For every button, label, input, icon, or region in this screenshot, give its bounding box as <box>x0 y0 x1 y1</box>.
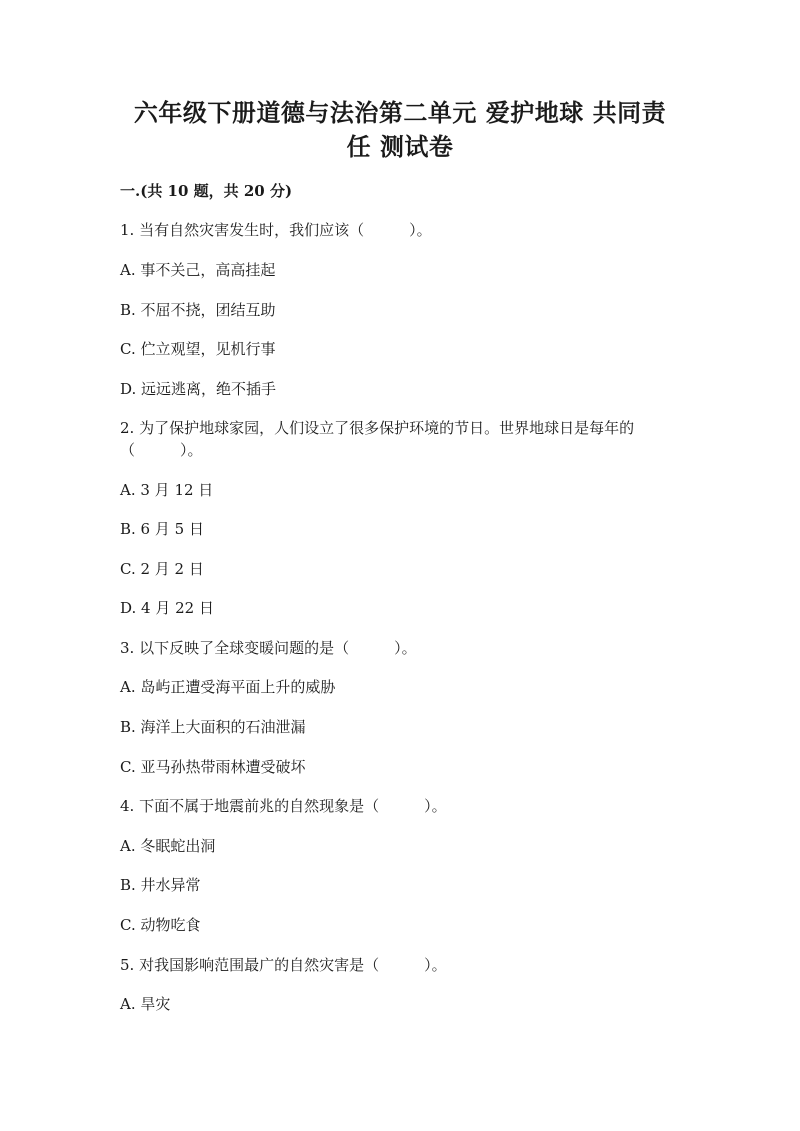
question-1-stem: 1. 当有自然灾害发生时，我们应该（ ）。 <box>120 221 432 239</box>
question-1-option-a: A. 事不关己，高高挂起 <box>120 261 276 279</box>
question-3-stem: 3. 以下反映了全球变暖问题的是（ ）。 <box>120 639 417 657</box>
question-3-option-b: B. 海洋上大面积的石油泄漏 <box>120 718 306 736</box>
question-4-option-c: C. 动物吃食 <box>120 916 201 934</box>
question-4-option-b: B. 井水异常 <box>120 876 201 894</box>
title-line-2: 任 测试卷 <box>346 132 454 161</box>
title-line-1: 六年级下册道德与法治第二单元 爱护地球 共同责 <box>133 98 667 127</box>
question-2-stem-line-1: 2. 为了保护地球家园，人们设立了很多保护环境的节日。世界地球日是每年的 <box>120 419 635 437</box>
question-3-option-c: C. 亚马孙热带雨林遭受破坏 <box>120 758 306 776</box>
section-heading: 一.(共 10 题，共 20 分) <box>120 182 293 200</box>
question-1-option-b: B. 不屈不挠，团结互助 <box>120 301 276 319</box>
question-5-stem: 5. 对我国影响范围最广的自然灾害是（ ）。 <box>120 956 447 974</box>
question-1-option-c: C. 伫立观望，见机行事 <box>120 340 276 358</box>
question-2-option-d: D. 4 月 22 日 <box>120 599 214 617</box>
question-1-option-d: D. 远远逃离，绝不插手 <box>120 380 277 398</box>
question-2-option-b: B. 6 月 5 日 <box>120 520 204 538</box>
question-4-stem: 4. 下面不属于地震前兆的自然现象是（ ）。 <box>120 797 447 815</box>
question-5-option-a: A. 旱灾 <box>120 995 171 1013</box>
question-3-option-a: A. 岛屿正遭受海平面上升的威胁 <box>120 678 336 696</box>
exam-title <box>100 96 700 164</box>
question-2-option-c: C. 2 月 2 日 <box>120 560 204 578</box>
question-4-option-a: A. 冬眠蛇出洞 <box>120 837 216 855</box>
question-2-stem-line-2: （ ）。 <box>120 441 203 459</box>
question-2-option-a: A. 3 月 12 日 <box>120 481 214 499</box>
